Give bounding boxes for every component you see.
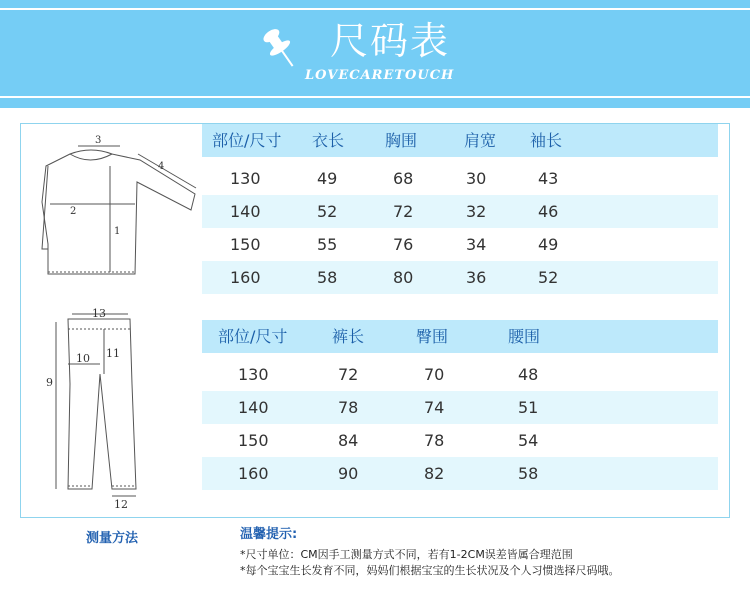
table-cell: 150 bbox=[238, 431, 269, 450]
header-cell: 衣长 bbox=[312, 131, 345, 150]
table-cell: 76 bbox=[393, 235, 414, 254]
table-cell: 52 bbox=[538, 268, 559, 287]
table-cell: 70 bbox=[424, 365, 445, 384]
diagram-label: 10 bbox=[76, 352, 90, 365]
table-cell: 51 bbox=[518, 398, 539, 417]
table-cell: 36 bbox=[466, 268, 487, 287]
diagram-label: 3 bbox=[95, 135, 102, 146]
table-row bbox=[202, 195, 718, 228]
measure-method-label: 测量方法 bbox=[86, 531, 139, 546]
diagram-label: 2 bbox=[70, 206, 77, 217]
table-cell: 160 bbox=[230, 268, 261, 287]
header-cell: 胸围 bbox=[385, 131, 418, 150]
measurement-diagram bbox=[20, 124, 202, 517]
table-cell: 49 bbox=[317, 169, 338, 188]
brand-text: LOVECARETOUCH bbox=[305, 68, 455, 83]
table-cell: 52 bbox=[317, 202, 338, 221]
table-cell: 43 bbox=[538, 169, 559, 188]
header-cell: 袖长 bbox=[530, 131, 563, 150]
table-cell: 78 bbox=[338, 398, 359, 417]
table-cell: 130 bbox=[230, 169, 261, 188]
header-cell: 臀围 bbox=[416, 327, 449, 346]
tips-title: 温馨提示: bbox=[240, 527, 298, 542]
header-cell: 腰围 bbox=[508, 327, 541, 346]
table-cell: 49 bbox=[538, 235, 559, 254]
table-cell: 90 bbox=[338, 464, 359, 483]
table-cell: 30 bbox=[466, 169, 487, 188]
page-title: 尺码表 bbox=[330, 19, 451, 63]
table-cell: 55 bbox=[317, 235, 338, 254]
table-cell: 54 bbox=[518, 431, 539, 450]
table-cell: 140 bbox=[238, 398, 269, 417]
table-row bbox=[202, 457, 718, 490]
diagram-label: 12 bbox=[114, 498, 128, 511]
table-cell: 160 bbox=[238, 464, 269, 483]
diagram-label: 9 bbox=[46, 376, 53, 389]
table-cell: 72 bbox=[338, 365, 359, 384]
tip-line: *尺寸单位：CM因手工测量方式不同，若有1-2CM误差皆属合理范围 bbox=[240, 548, 573, 561]
table-cell: 78 bbox=[424, 431, 445, 450]
table-row bbox=[202, 261, 718, 294]
header-cell: 裤长 bbox=[332, 327, 365, 346]
banner-line bbox=[0, 8, 750, 10]
table-cell: 58 bbox=[317, 268, 338, 287]
table-cell: 84 bbox=[338, 431, 359, 450]
table-cell: 130 bbox=[238, 365, 269, 384]
tip-line: *每个宝宝生长发育不同，妈妈们根据宝宝的生长状况及个人习惯选择尺码哦。 bbox=[240, 564, 620, 577]
table-header-row bbox=[202, 320, 718, 353]
table-cell: 46 bbox=[538, 202, 559, 221]
table-cell: 72 bbox=[393, 202, 414, 221]
table-cell: 82 bbox=[424, 464, 445, 483]
table-header-row bbox=[202, 124, 718, 157]
table-cell: 74 bbox=[424, 398, 445, 417]
table-cell: 80 bbox=[393, 268, 414, 287]
pushpin-icon bbox=[258, 24, 302, 72]
diagram-label: 13 bbox=[92, 307, 106, 320]
table-cell: 32 bbox=[466, 202, 487, 221]
table-cell: 48 bbox=[518, 365, 539, 384]
table-cell: 34 bbox=[466, 235, 487, 254]
table-row bbox=[202, 162, 718, 195]
header-banner bbox=[0, 0, 750, 108]
table-row bbox=[202, 228, 718, 261]
table-row bbox=[202, 391, 718, 424]
table-row bbox=[202, 358, 718, 391]
header-cell: 部位/尺寸 bbox=[212, 131, 282, 150]
banner-line bbox=[0, 96, 750, 98]
diagram-label: 4 bbox=[158, 161, 165, 172]
table-row bbox=[202, 424, 718, 457]
table-cell: 68 bbox=[393, 169, 414, 188]
table-cell: 58 bbox=[518, 464, 539, 483]
header-cell: 部位/尺寸 bbox=[218, 327, 288, 346]
diagram-label: 11 bbox=[106, 347, 120, 360]
header-cell: 肩宽 bbox=[464, 131, 497, 150]
table-cell: 140 bbox=[230, 202, 261, 221]
diagram-label: 1 bbox=[114, 226, 121, 237]
table-cell: 150 bbox=[230, 235, 261, 254]
